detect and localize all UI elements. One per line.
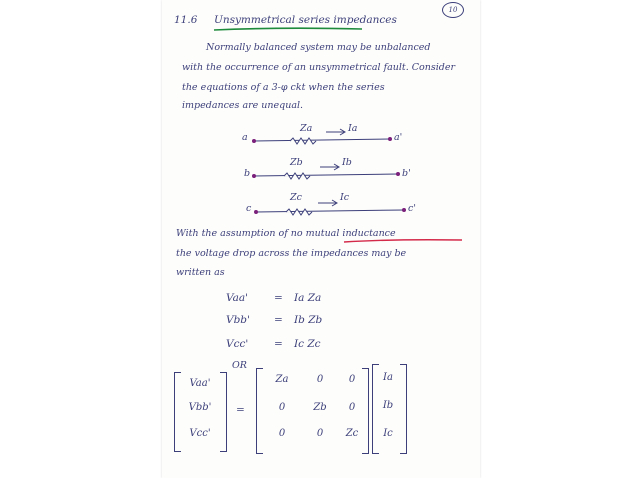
node-dot-c [254, 210, 258, 214]
z-cell-32: 0 [316, 428, 324, 439]
node-c-prime-label: c' [408, 203, 416, 214]
z-cell-33: Zc [345, 428, 359, 439]
assumption-underline [344, 240, 462, 242]
wire-a [254, 139, 390, 141]
resistor-b [284, 173, 310, 179]
impedance-zb-label: Zb [290, 157, 303, 168]
equation-b-lhs: Vbb' [226, 314, 250, 326]
equals-sign: = [274, 314, 283, 326]
node-dot-a [252, 139, 256, 143]
lhs-vcc: Vcc' [189, 428, 211, 439]
z-cell-31: 0 [278, 428, 286, 439]
circuit-drawing [162, 0, 480, 478]
node-dot-c-prime [402, 208, 406, 212]
z-cell-13: 0 [348, 374, 356, 385]
z-cell-22: Zb [313, 402, 327, 413]
node-a-prime-label: a' [394, 132, 403, 143]
impedance-za-label: Za [300, 123, 313, 134]
node-c-label: c [246, 203, 252, 214]
wire-c [256, 210, 404, 212]
assumption-line-2: the voltage drop across the impedances may be [176, 248, 407, 259]
current-ic-label: Ic [340, 192, 350, 203]
z-cell-21: 0 [278, 402, 286, 413]
equation-a-lhs: Vaa' [226, 292, 249, 304]
node-b-label: b [244, 168, 251, 179]
current-ia-label: Ia [348, 123, 358, 134]
or-label: OR [232, 360, 247, 371]
equation-a-rhs: Ia Za [294, 292, 322, 304]
i-vector-ib: Ib [382, 400, 394, 411]
title-underline [214, 28, 362, 30]
intro-line-2: with the occurrence of an unsymmetrical fault. Consider [182, 62, 456, 73]
equals-sign: = [274, 338, 283, 350]
i-vector-ia: Ia [383, 372, 393, 383]
intro-line-1: Normally balanced system may be unbalanced [206, 42, 431, 53]
notebook-page [162, 0, 480, 478]
node-dot-b-prime [396, 172, 400, 176]
node-a-label: a [242, 132, 248, 143]
impedance-zc-label: Zc [290, 192, 302, 203]
wire-b [254, 174, 398, 176]
intro-line-3: the equations of a 3-φ ckt when the series [182, 82, 385, 93]
z-cell-12: 0 [316, 374, 324, 385]
i-vector-ic: Ic [383, 428, 393, 439]
current-ib-label: Ib [342, 157, 352, 168]
resistor-c [286, 209, 312, 215]
equation-c-lhs: Vcc' [226, 338, 249, 350]
section-number: 11.6 [174, 14, 198, 26]
intro-line-4: impedances are unequal. [182, 100, 304, 111]
node-dot-b [252, 174, 256, 178]
z-cell-23: 0 [348, 402, 356, 413]
resistor-a [290, 138, 316, 144]
page-number: 10 [442, 2, 464, 18]
node-b-prime-label: b' [402, 168, 411, 179]
node-dot-a-prime [388, 137, 392, 141]
lhs-vbb: Vbb' [188, 402, 212, 413]
lhs-vaa: Vaa' [189, 378, 211, 389]
equals-sign: = [274, 292, 283, 304]
equation-c-rhs: Ic Zc [294, 338, 321, 350]
assumption-text: With the assumption of [176, 228, 291, 239]
assumption-highlight: no mutual inductance [290, 228, 396, 239]
section-title: Unsymmetrical series impedances [214, 14, 397, 26]
assumption-line-3: written as [176, 267, 225, 278]
matrix-equals: = [236, 404, 245, 416]
z-cell-11: Za [275, 374, 289, 385]
equation-b-rhs: Ib Zb [294, 314, 323, 326]
